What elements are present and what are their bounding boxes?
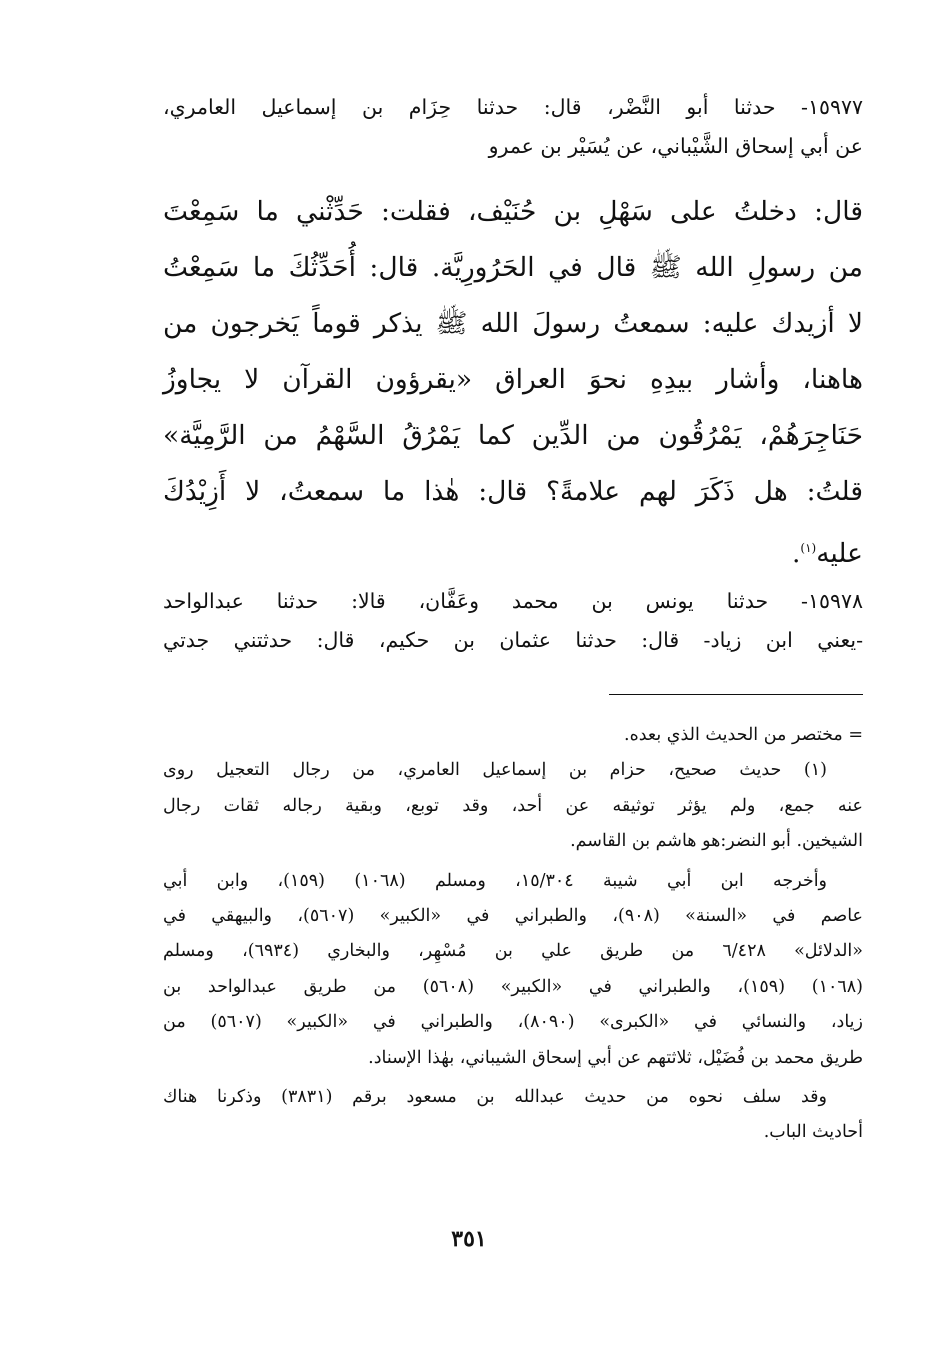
- footnote-ref: (١): [800, 541, 817, 555]
- hadith-15977-isnad: [163, 88, 863, 166]
- text-line: (١٠٦٨) (١٥٩)، والطبراني في «الكبير» (٥٦٠٨) من طريق عبدالواحد بن: [163, 976, 863, 997]
- text-line: الشيخين. أبو النضر:هو هاشم بن القاسم.: [570, 831, 863, 852]
- text-line: لا أزيدك عليه: سمعتُ رسولَ الله ﷺ يذكر قوماً يَخرجون من: [163, 308, 863, 339]
- text-line: وأخرجه ابن أبي شيبة ١٥/٣٠٤، ومسلم (١٠٦٨) (١٥٩)، وابن أبي: [163, 870, 828, 891]
- text-fragment: .: [791, 537, 801, 569]
- text-line: ١٥٩٧٨- حدثنا يونس بن محمد وعَفَّان، قالا: حدثنا عبدالواحد: [163, 589, 863, 613]
- text-line: من رسولِ الله ﷺ قال في الحَرُورِيَّة. قال: أُحَدِّثُكَ ما سَمِعْتُ: [163, 252, 863, 283]
- footnote-continuation: [163, 718, 863, 753]
- text-line: حَنَاجِرَهُمْ، يَمْرُقُون من الدِّين كما يَمْرُقُ السَّهْمُ من الرَّمِيَّة»: [163, 420, 863, 451]
- text-line: عاصم في «السنة» (٩٠٨)، والطبراني في «الكبير» (٥٦٠٧)، والبيهقي في: [163, 906, 863, 927]
- text-fragment: عليه: [816, 537, 863, 569]
- text-line: «الدلائل» ٦/٤٢٨ من طريق علي بن مُسْهِر، والبخاري (٦٩٣٤)، ومسلم: [163, 941, 863, 962]
- text-line: وقد سلف نحوه من حديث عبدالله بن مسعود برقم (٣٨٣١) وذكرنا هناك: [163, 1087, 827, 1108]
- text-line: قال: دخلتُ على سَهْلِ بن حُنَيْف، فقلت: حَدِّثْني ما سَمِعْتَ: [163, 196, 863, 227]
- footnote-divider: [609, 694, 863, 695]
- text-line: عن أبي إسحاق الشَّيْباني، عن يُسَيْر بن عمرو: [488, 134, 863, 158]
- hadith-15977-matn: [163, 184, 863, 582]
- text-line: زياد، والنسائي في «الكبرى» (٨٠٩٠)، والطبراني في «الكبير» (٥٦٠٧) من: [163, 1012, 863, 1033]
- footnote-paragraph: [163, 1080, 863, 1151]
- text-line: (١) حديث صحيح، حزام بن إسماعيل العامري، من رجال التعجيل روى: [163, 760, 827, 781]
- text-line-final: [163, 520, 863, 582]
- footnote-paragraph: [163, 864, 863, 1076]
- text-line: أحاديث الباب.: [763, 1122, 863, 1143]
- text-line: قلتُ: هل ذَكَرَ لهم علامةً؟ قال: هٰذا ما سمعتُ، لا أَزِيْدُكَ: [163, 476, 863, 507]
- text-line: = مختصر من الحديث الذي بعده.: [624, 725, 863, 745]
- text-line: طريق محمد بن فُضَيْل، ثلاثتهم عن أبي إسحاق الشيباني، بهٰذا الإسناد.: [368, 1047, 863, 1068]
- text-line: هاهنا، وأشار بيدِهِ نحوَ العراق «يقرؤون القرآن لا يجاوزُ: [163, 364, 863, 395]
- footnotes: [163, 718, 863, 1151]
- hadith-15978: [163, 582, 863, 660]
- text-line: ١٥٩٧٧- حدثنا أبو النَّضْر، قال: حدثنا حِزَام بن إسماعيل العامري،: [163, 95, 863, 119]
- footnote-paragraph: [163, 753, 863, 859]
- text-line: -يعني ابن زياد- قال: حدثنا عثمان بن حكيم، قال: حدثتني جدتي: [163, 628, 863, 652]
- page-number: ٣٥١: [451, 1226, 487, 1252]
- text-line: عنه جمع، ولم يؤثر توثيقه عن أحد، وقد توبع، وبقية رجاله ثقات رجال: [163, 795, 863, 816]
